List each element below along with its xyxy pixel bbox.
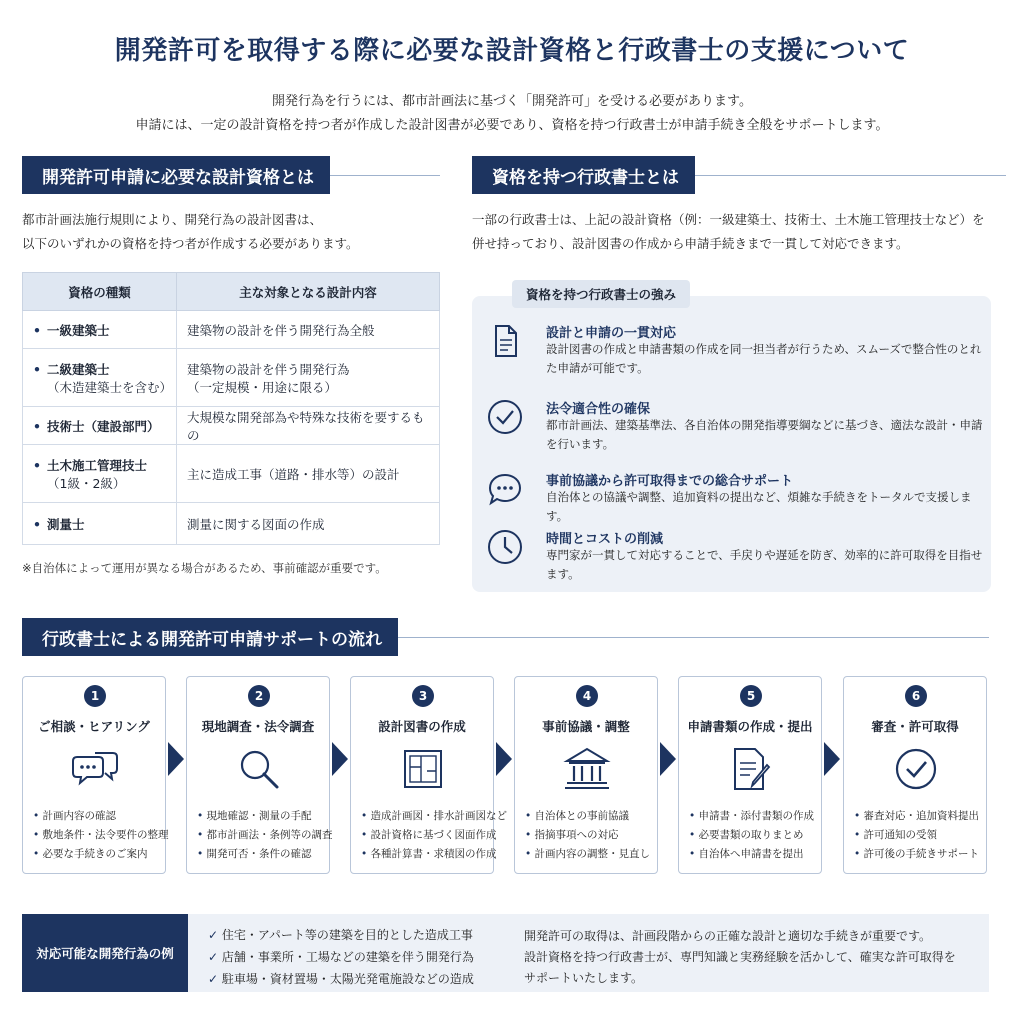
step-items	[197, 807, 333, 864]
qualification-name: 土木施工管理技士	[47, 457, 148, 473]
left-section-header	[22, 156, 440, 194]
list-item: ✓ 住宅・アパート等の建築を目的とした造成工事	[208, 924, 474, 946]
list-item: • 各種計算書・求積図の作成	[361, 845, 493, 864]
left-section-paragraph	[22, 208, 359, 256]
strengths-label: 資格を持つ行政書士の強み	[512, 280, 690, 308]
summary-line-2: 設計資格を持つ行政書士が、専門知識と実務経験を活かして、確実な許可取得を	[524, 950, 956, 964]
government-building-icon	[561, 743, 613, 795]
table-header: 資格の種類	[23, 273, 177, 311]
check-circle-icon	[890, 743, 942, 795]
flow-arrow-icon	[824, 742, 840, 776]
summary-line-3: サポートいたします。	[524, 971, 644, 985]
flow-step-6	[843, 676, 987, 874]
list-item: • 指摘事項への対応	[525, 826, 657, 845]
table-row	[23, 349, 440, 407]
list-item: • 造成計画図・排水計画図など	[361, 807, 493, 826]
list-item: • 開発可否・条件の確認	[197, 845, 329, 864]
qualification-sub: （木造建築士を含む）	[47, 379, 173, 395]
right-para-line-1: 一部の行政書士は、上記の設計資格（例：一級建築士、技術士、土木施工管理技士など）を	[472, 212, 985, 227]
step-title: 現地調査・法令調査	[201, 719, 315, 734]
chat-icon	[69, 743, 121, 795]
content-text: 測量に関する図面の作成	[187, 516, 325, 532]
strength-title: 事前協議から許可取得までの総合サポート	[546, 474, 794, 489]
strength-title: 時間とコストの削減	[546, 532, 664, 547]
flow-arrow-icon	[496, 742, 512, 776]
flow-arrow-icon	[168, 742, 184, 776]
list-item: • 計画内容の確認	[33, 807, 165, 826]
left-para-line-2: 以下のいずれかの資格を持つ者が作成する必要があります。	[22, 236, 359, 251]
intro-line-2: 申請には、一定の設計資格を持つ者が作成した設計図書が必要であり、資格を持つ行政書士が申請手続き全般をサポートします。	[135, 118, 889, 133]
list-item: • 必要な手続きのご案内	[33, 845, 165, 864]
flow-step-5	[678, 676, 822, 874]
flow-arrow-icon	[660, 742, 676, 776]
step-number: 2	[248, 685, 270, 707]
list-item: • 計画内容の調整・見直し	[525, 845, 657, 864]
step-number: 1	[84, 685, 106, 707]
strength-description: 専門家が一貫して対応することで、手戻りや遅延を防ぎ、効率的に許可取得を目指せます。	[546, 548, 983, 581]
check-circle-icon	[486, 398, 524, 436]
document-pen-icon	[725, 743, 777, 795]
qualification-name: 二級建築士	[47, 361, 110, 377]
list-item: • 敷地条件・法令要件の整理	[33, 826, 165, 845]
step-number: 4	[576, 685, 598, 707]
qualification-name: 技術士（建設部門）	[47, 418, 160, 434]
qualification-cell: • 土木施工管理技士 （1級・2級）	[23, 445, 177, 503]
qualification-name: 測量士	[47, 516, 85, 532]
content-text: 建築物の設計を伴う開発行為全般	[187, 322, 375, 338]
list-item: • 自治体との事前協議	[525, 807, 657, 826]
strength-description: 自治体との協議や調整、追加資料の提出など、煩雑な手続きをトータルで支援します。	[546, 490, 972, 523]
divider	[330, 175, 440, 176]
divider	[398, 637, 989, 638]
left-section-heading: 開発許可申請に必要な設計資格とは	[22, 156, 330, 194]
intro-line-1: 開発行為を行うには、都市計画法に基づく「開発許可」を受ける必要があります。	[272, 94, 752, 109]
qualification-cell: • 技術士（建設部門）	[23, 407, 177, 445]
step-items	[854, 807, 986, 864]
qualification-name: 一級建築士	[47, 322, 110, 338]
document-icon	[486, 322, 524, 360]
table-header-row	[23, 273, 440, 311]
summary-line-1: 開発許可の取得は、計画段階からの正確な設計と適切な手続きが重要です。	[524, 929, 932, 943]
left-para-line-1: 都市計画法施行規則により、開発行為の設計図書は、	[22, 212, 323, 227]
list-item: • 許可通知の受領	[854, 826, 986, 845]
list-item: • 都市計画法・条例等の調査	[197, 826, 329, 845]
right-section-heading: 資格を持つ行政書士とは	[472, 156, 695, 194]
step-title: 事前協議・調整	[542, 719, 630, 734]
flow-step-1	[22, 676, 169, 874]
step-number: 5	[740, 685, 762, 707]
list-item: • 現地確認・測量の手配	[197, 807, 329, 826]
right-section-paragraph	[472, 208, 985, 256]
chat-bubble-icon	[486, 470, 524, 508]
content-cell	[177, 407, 440, 445]
qualification-sub: （1級・2級）	[47, 475, 126, 491]
list-item: • 許可後の手続きサポート	[854, 845, 986, 864]
list-item: • 必要書類の取りまとめ	[689, 826, 821, 845]
strength-title: 法令適合性の確保	[546, 402, 651, 417]
content-sub: （一定規模・用途に限る）	[187, 379, 338, 395]
right-section-header	[472, 156, 1006, 194]
list-item: • 申請書・添付書類の作成	[689, 807, 821, 826]
content-cell	[177, 311, 440, 349]
page-title: 開発許可を取得する際に必要な設計資格と行政書士の支援について	[114, 36, 910, 66]
magnifier-icon	[233, 743, 285, 795]
content-text: 大規模な開発部為や特殊な技術を要するもの	[187, 409, 425, 443]
table-note: ※自治体によって運用が異なる場合があるため、事前確認が重要です。	[22, 561, 387, 575]
clock-icon	[486, 528, 524, 566]
list-item: • 設計資格に基づく図面作成	[361, 826, 493, 845]
flow-section-header	[22, 618, 989, 656]
flow-section-heading: 行政書士による開発許可申請サポートの流れ	[22, 618, 398, 656]
step-items	[689, 807, 821, 864]
blueprint-icon	[397, 743, 449, 795]
flow-step-3	[350, 676, 508, 874]
list-item: • 審査対応・追加資料提出	[854, 807, 986, 826]
table-row	[23, 503, 440, 545]
step-title: 申請書類の作成・提出	[687, 719, 813, 734]
content-cell	[177, 349, 440, 407]
examples-label: 対応可能な開発行為の例	[22, 914, 188, 992]
content-cell	[177, 503, 440, 545]
qualification-cell: • 二級建築士 （木造建築士を含む）	[23, 349, 177, 407]
table-row	[23, 407, 440, 445]
content-text: 主に造成工事（道路・排水等）の設計	[187, 466, 400, 482]
strength-description: 設計図書の作成と申請書類の作成を同一担当者が行うため、スムーズで整合性のとれた申請が可能です。	[546, 342, 982, 375]
step-items	[525, 807, 657, 864]
qualification-cell: • 測量士	[23, 503, 177, 545]
strength-title: 設計と申請の一貫対応	[546, 326, 677, 341]
table-header: 主な対象となる設計内容	[177, 273, 440, 311]
list-item: • 自治体へ申請書を提出	[689, 845, 821, 864]
right-para-line-2: 併せ持っており、設計図書の作成から申請手続きまで一貫して対応できます。	[472, 236, 909, 251]
step-number: 3	[412, 685, 434, 707]
examples-list	[208, 924, 474, 990]
summary-text	[524, 926, 984, 989]
list-item: ✓ 駐車場・資材置場・太陽光発電施設などの造成	[208, 968, 474, 990]
qualification-cell: • 一級建築士	[23, 311, 177, 349]
flow-step-2	[186, 676, 333, 874]
step-title: 審査・許可取得	[871, 719, 959, 734]
flow-step-4	[514, 676, 658, 874]
step-number: 6	[905, 685, 927, 707]
step-title: ご相談・ヒアリング	[38, 719, 150, 734]
content-text: 建築物の設計を伴う開発行為	[187, 361, 350, 377]
step-items	[361, 807, 508, 864]
qualification-table	[22, 272, 440, 545]
content-cell	[177, 445, 440, 503]
table-row	[23, 311, 440, 349]
table-row	[23, 445, 440, 503]
divider	[695, 175, 1006, 176]
step-title: 設計図書の作成	[378, 719, 466, 734]
step-items	[33, 807, 169, 864]
list-item: ✓ 店舗・事業所・工場などの建築を伴う開発行為	[208, 946, 474, 968]
strength-description: 都市計画法、建築基準法、各自治体の開発指導要綱などに基づき、適法な設計・申請を行います。	[546, 418, 983, 451]
flow-arrow-icon	[332, 742, 348, 776]
